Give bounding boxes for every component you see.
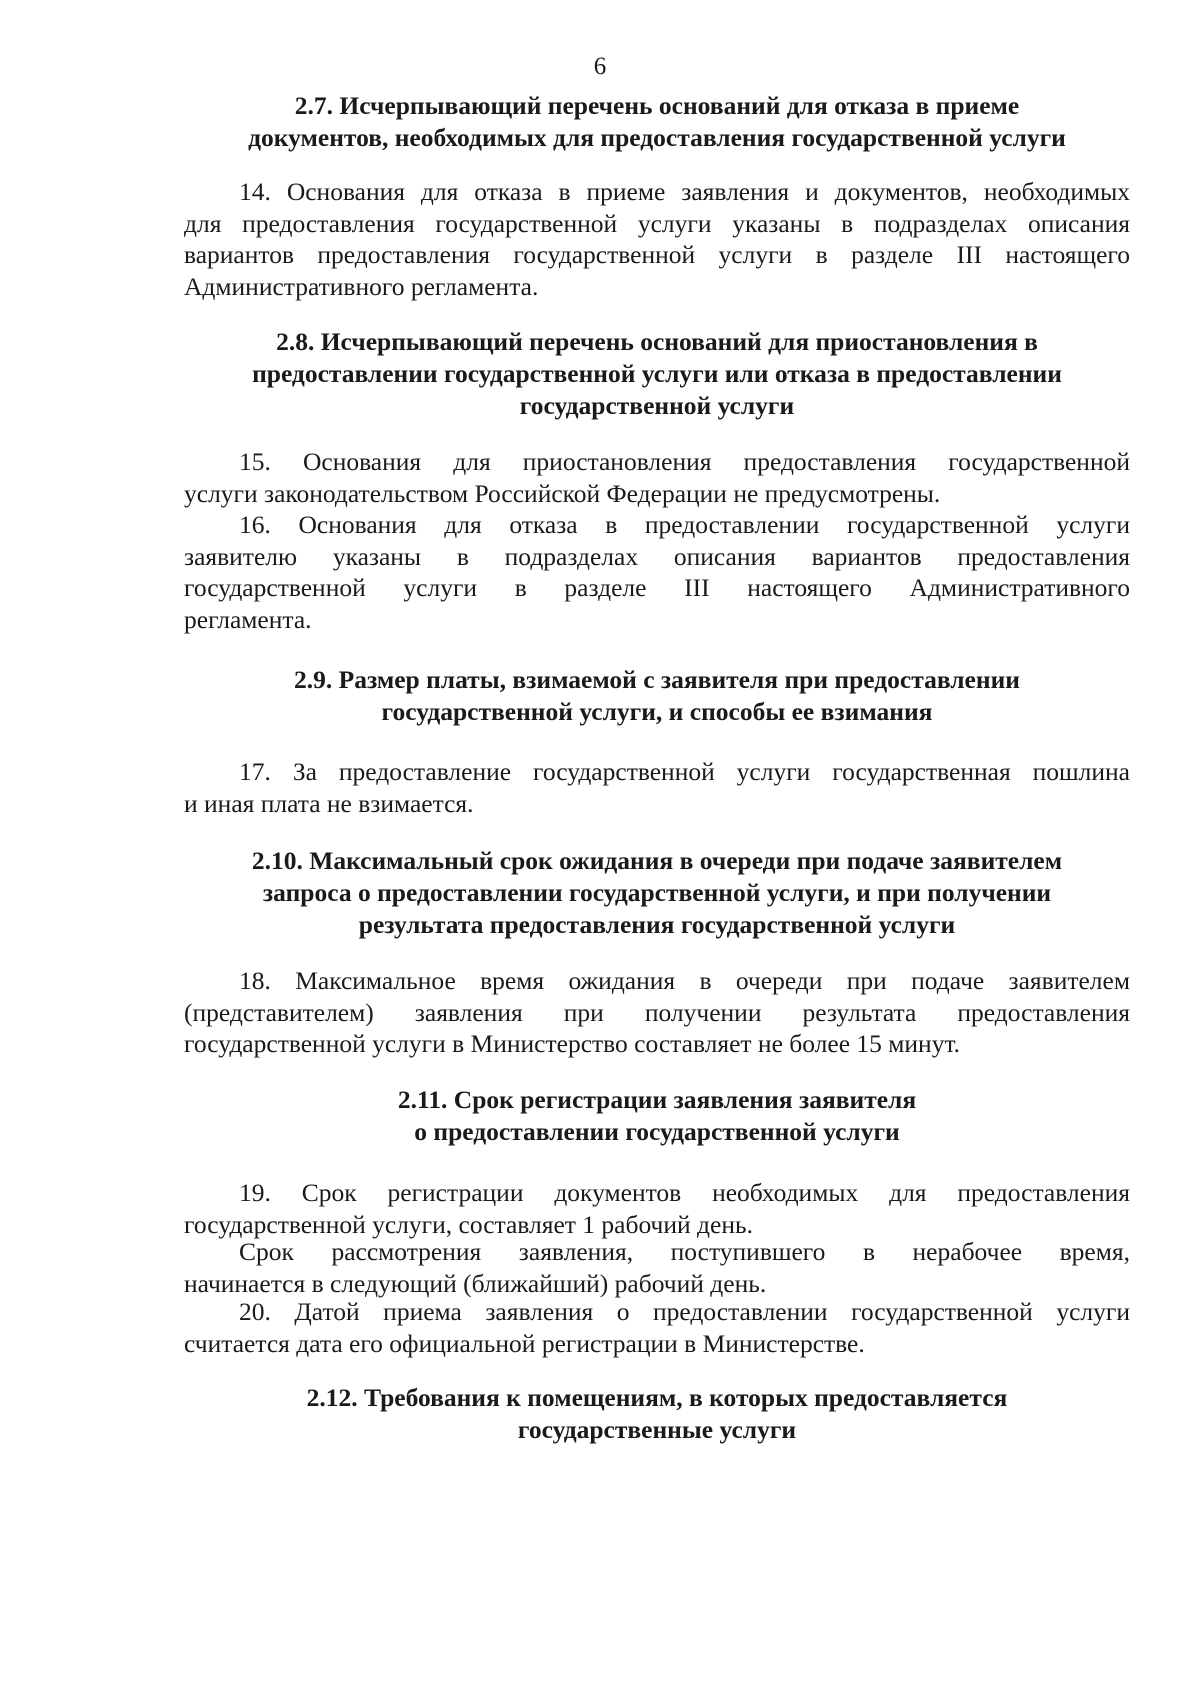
section-heading: 2.9. Размер платы, взимаемой с заявителя при предоставлении государственной услуги, и способы ее взимания [294,665,1020,726]
paragraph: 16. Основания для отказа в предоставлении государственной услуги заявителю указаны в подразделах описания вариантов предоставления государственной услуги в разделе III настоящего Административного регламента. [184,510,1130,634]
section-heading: 2.10. Максимальный срок ожидания в очереди при подаче заявителем запроса о предоставлении государственной услуги, и при получении результата предоставления государственной услуги [251,846,1063,939]
paragraph: 15. Основания для приостановления предоставления государственной услуги законодательством Российской Федерации не предусмотрены. [184,447,1130,508]
paragraph: 18. Максимальное время ожидания в очереди при подаче заявителем (представителем) заявления при получении результата предоставления государственной услуги в Министерство составляет не более 15 минут. [184,966,1130,1058]
paragraph: 17. За предоставление государственной услуги государственная пошлина и иная плата не взимается. [184,757,1130,818]
paragraph: Срок рассмотрения заявления, поступившего в нерабочее время, начинается в следующий (ближайший) рабочий день. [184,1237,1130,1298]
page-number: 6 [593,53,607,80]
section-heading: 2.7. Исчерпывающий перечень оснований для отказа в приеме документов, необходимых для предоставления государственной услуги [248,91,1066,152]
paragraph: 14. Основания для отказа в приеме заявления и документов, необходимых для предоставления государственной услуги указаны в подразделах описания вариантов предоставления государственной услуги в разделе III настоящего Административного регламента. [184,177,1130,301]
section-heading: 2.12. Требования к помещениям, в которых предоставляется государственные услуги [306,1383,1008,1444]
paragraph: 19. Срок регистрации документов необходимых для предоставления государственной услуги, составляет 1 рабочий день. [184,1178,1130,1239]
section-heading: 2.8. Исчерпывающий перечень оснований для приостановления в предоставлении государственной услуги или отказа в предоставлении государственной услуги [252,327,1062,420]
section-heading: 2.11. Срок регистрации заявления заявителя о предоставлении государственной услуги [397,1085,917,1146]
paragraph: 20. Датой приема заявления о предоставлении государственной услуги считается дата его официальной регистрации в Министерстве. [184,1297,1130,1358]
